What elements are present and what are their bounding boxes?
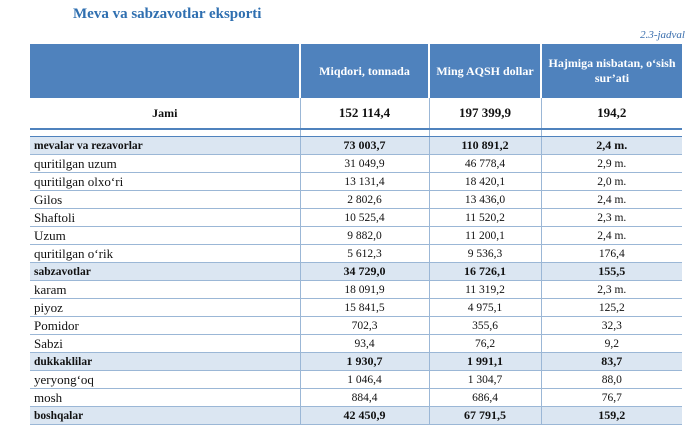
row-usd: 686,4: [429, 389, 541, 407]
row-name: Pomidor: [30, 317, 300, 335]
row-usd: 18 420,1: [429, 173, 541, 191]
row-usd: 1 304,7: [429, 371, 541, 389]
total-row: [30, 98, 682, 129]
header-name: [30, 44, 300, 98]
row-usd: 110 891,2: [429, 137, 541, 155]
export-table: [30, 44, 682, 425]
table-row: [30, 389, 682, 407]
row-name: piyoz: [30, 299, 300, 317]
row-usd: 13 436,0: [429, 191, 541, 209]
row-usd: 16 726,1: [429, 263, 541, 281]
row-quantity: 42 450,9: [300, 407, 429, 425]
row-name: mevalar va rezavorlar: [30, 137, 300, 155]
header-growth: Hajmiga nisbatan, o‘sish sur’ati: [541, 44, 682, 98]
row-quantity: 18 091,9: [300, 281, 429, 299]
total-label: Jami: [30, 98, 300, 129]
row-growth: 76,7: [541, 389, 682, 407]
row-name: Shaftoli: [30, 209, 300, 227]
row-name: quritilgan uzum: [30, 155, 300, 173]
row-usd: 11 200,1: [429, 227, 541, 245]
table-row: [30, 191, 682, 209]
row-growth: 155,5: [541, 263, 682, 281]
table-row: [30, 281, 682, 299]
row-quantity: 13 131,4: [300, 173, 429, 191]
table-row: [30, 299, 682, 317]
row-quantity: 884,4: [300, 389, 429, 407]
row-growth: 2,4 m.: [541, 137, 682, 155]
row-quantity: 9 882,0: [300, 227, 429, 245]
row-growth: 125,2: [541, 299, 682, 317]
header-quantity: Miqdori, tonnada: [300, 44, 429, 98]
row-name: mosh: [30, 389, 300, 407]
row-quantity: 702,3: [300, 317, 429, 335]
row-usd: 76,2: [429, 335, 541, 353]
table-row: [30, 209, 682, 227]
row-growth: 2,0 m.: [541, 173, 682, 191]
table-number: 2.3-jadval: [640, 29, 685, 41]
row-name: sabzavotlar: [30, 263, 300, 281]
category-row: [30, 407, 682, 425]
header-usd: Ming AQSH dollar: [429, 44, 541, 98]
row-name: Gilos: [30, 191, 300, 209]
table-row: [30, 173, 682, 191]
row-growth: 2,3 m.: [541, 209, 682, 227]
row-usd: 46 778,4: [429, 155, 541, 173]
row-growth: 2,3 m.: [541, 281, 682, 299]
row-growth: 9,2: [541, 335, 682, 353]
row-name: quritilgan olxo‘ri: [30, 173, 300, 191]
table-body: [30, 98, 682, 425]
document-title: Meva va sabzavotlar eksporti: [73, 6, 262, 22]
row-quantity: 15 841,5: [300, 299, 429, 317]
table-row: [30, 371, 682, 389]
row-name: quritilgan o‘rik: [30, 245, 300, 263]
total-growth: 194,2: [541, 98, 682, 129]
row-growth: 2,4 m.: [541, 227, 682, 245]
row-quantity: 93,4: [300, 335, 429, 353]
total-quantity: 152 114,4: [300, 98, 429, 129]
table-row: [30, 317, 682, 335]
row-quantity: 10 525,4: [300, 209, 429, 227]
row-quantity: 34 729,0: [300, 263, 429, 281]
row-quantity: 1 930,7: [300, 353, 429, 371]
row-usd: 9 536,3: [429, 245, 541, 263]
row-growth: 2,4 m.: [541, 191, 682, 209]
row-name: karam: [30, 281, 300, 299]
total-usd: 197 399,9: [429, 98, 541, 129]
row-quantity: 73 003,7: [300, 137, 429, 155]
row-usd: 4 975,1: [429, 299, 541, 317]
table-header: [30, 44, 682, 98]
row-growth: 176,4: [541, 245, 682, 263]
row-usd: 1 991,1: [429, 353, 541, 371]
row-quantity: 31 049,9: [300, 155, 429, 173]
row-name: Sabzi: [30, 335, 300, 353]
row-usd: 67 791,5: [429, 407, 541, 425]
row-name: boshqalar: [30, 407, 300, 425]
category-row: [30, 137, 682, 155]
row-quantity: 2 802,6: [300, 191, 429, 209]
table-row: [30, 227, 682, 245]
row-growth: 159,2: [541, 407, 682, 425]
spacer-row: [30, 129, 682, 137]
row-quantity: 1 046,4: [300, 371, 429, 389]
row-name: Uzum: [30, 227, 300, 245]
row-usd: 355,6: [429, 317, 541, 335]
row-growth: 32,3: [541, 317, 682, 335]
row-quantity: 5 612,3: [300, 245, 429, 263]
category-row: [30, 263, 682, 281]
row-name: yeryong‘oq: [30, 371, 300, 389]
table-row: [30, 335, 682, 353]
row-usd: 11 520,2: [429, 209, 541, 227]
table-row: [30, 155, 682, 173]
table-row: [30, 245, 682, 263]
row-name: dukkaklilar: [30, 353, 300, 371]
category-row: [30, 353, 682, 371]
row-growth: 2,9 m.: [541, 155, 682, 173]
row-growth: 88,0: [541, 371, 682, 389]
row-usd: 11 319,2: [429, 281, 541, 299]
row-growth: 83,7: [541, 353, 682, 371]
